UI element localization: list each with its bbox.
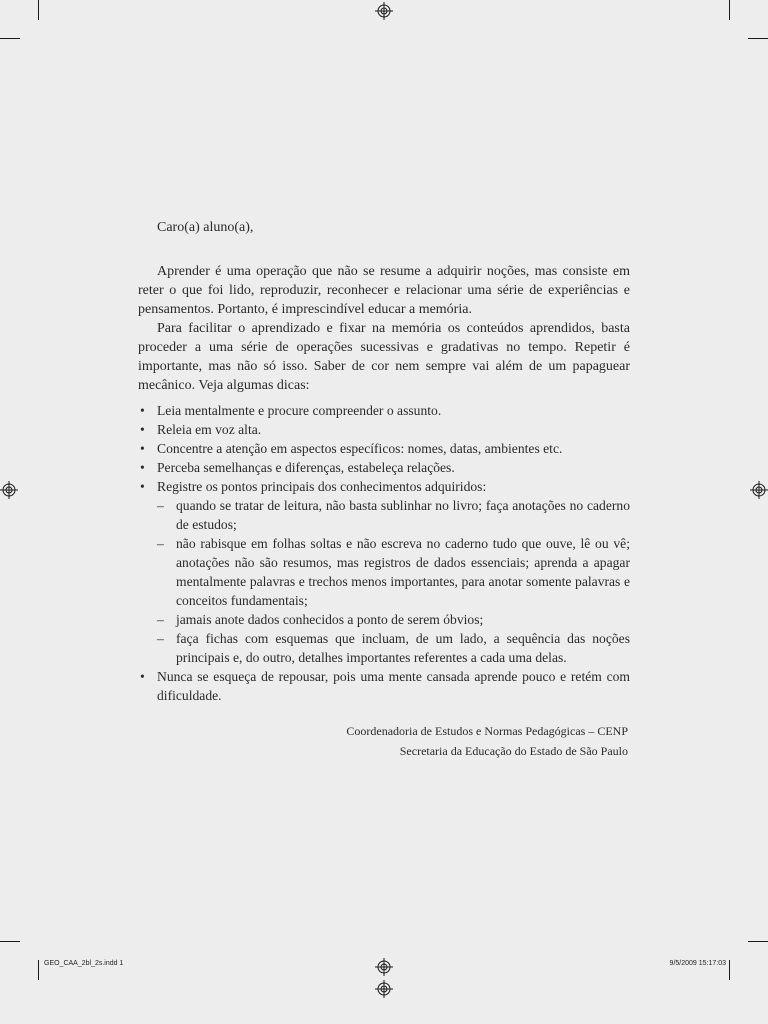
list-item	[138, 439, 630, 458]
subtip-text: faça fichas com esquemas que incluam, de um lado, a sequência das noções principais e, do outro, detalhes importantes referentes a cada uma delas.	[176, 631, 630, 665]
bullet-icon: •	[140, 479, 145, 494]
tip-text: Perceba semelhanças e diferenças, estabeleça relações.	[157, 460, 455, 475]
dash-icon: –	[157, 612, 164, 627]
dash-icon: –	[157, 536, 164, 551]
bullet-icon: •	[140, 403, 145, 418]
registration-mark-icon	[375, 980, 393, 998]
signature-block	[346, 721, 628, 761]
list-item	[138, 458, 630, 477]
crop-mark-bottom-right-vertical	[729, 960, 730, 980]
paragraph-intro: Aprender é uma operação que não se resume a adquirir noções, mas consiste em reter o que foi lido, reproduzir, reconhecer e relacionar uma série de experiências e pensamentos. Portanto, é imprescindível educar a memória.	[138, 264, 630, 317]
letter-body	[138, 218, 630, 705]
signature-line-coordenadoria: Coordenadoria de Estudos e Normas Pedagógicas – CENP	[346, 724, 628, 738]
tip-text: Releia em voz alta.	[157, 422, 262, 437]
tip-text: Concentre a atenção em aspectos específicos: nomes, datas, ambientes etc.	[157, 441, 563, 456]
crop-mark-top-left-vertical	[38, 0, 39, 20]
tip-text: Registre os pontos principais dos conhecimentos adquiridos:	[157, 479, 487, 494]
subtip-text: jamais anote dados conhecidos a ponto de serem óbvios;	[176, 612, 484, 627]
list-item	[138, 667, 630, 705]
dash-icon: –	[157, 498, 164, 513]
list-item	[157, 610, 630, 629]
registration-mark-icon	[750, 481, 768, 499]
list-item	[138, 477, 630, 667]
bullet-icon: •	[140, 422, 145, 437]
subtip-text: não rabisque em folhas soltas e não escreva no caderno tudo que ouve, lê ou vê; anotações não são resumos, mas registros de dados essenciais; aprenda a apagar mentalmente palavras e trechos menos importantes, para anotar somente palavras e conceitos fundamentais;	[176, 536, 630, 608]
tips-list	[138, 401, 630, 705]
list-item	[157, 496, 630, 534]
subtips-list	[157, 496, 630, 667]
registration-mark-icon	[0, 481, 18, 499]
bullet-icon: •	[140, 441, 145, 456]
list-item	[157, 534, 630, 610]
crop-mark-bottom-left-horizontal	[0, 941, 20, 942]
list-item	[138, 420, 630, 439]
registration-mark-icon	[375, 2, 393, 20]
bullet-icon: •	[140, 460, 145, 475]
crop-mark-bottom-right-horizontal	[748, 941, 768, 942]
signature-line-secretaria: Secretaria da Educação do Estado de São Paulo	[399, 744, 628, 758]
bullet-icon: •	[140, 669, 145, 684]
dash-icon: –	[157, 631, 164, 646]
crop-mark-top-right-horizontal	[748, 38, 768, 39]
printer-slug-timestamp: 9/5/2009 15:17:03	[669, 960, 726, 967]
list-item	[138, 401, 630, 420]
list-item	[157, 629, 630, 667]
crop-mark-top-right-vertical	[729, 0, 730, 20]
tip-text: Nunca se esqueça de repousar, pois uma mente cansada aprende pouco e retém com dificuldade.	[157, 669, 630, 703]
subtip-text: quando se tratar de leitura, não basta sublinhar no livro; faça anotações no caderno de estudos;	[176, 498, 630, 532]
registration-mark-icon	[375, 958, 393, 976]
paragraph-method: Para facilitar o aprendizado e fixar na memória os conteúdos aprendidos, basta proceder a uma série de operações sucessivas e gradativas no tempo. Repetir é importante, mas não só isso. Saber de cor nem sempre vai além de um papaguear mecânico. Veja algumas dicas:	[138, 321, 630, 393]
crop-mark-top-left-horizontal	[0, 38, 20, 39]
tip-text: Leia mentalmente e procure compreender o assunto.	[157, 403, 442, 418]
greeting: Caro(a) aluno(a),	[157, 220, 254, 235]
printer-slug-file: GEO_CAA_2bl_2s.indd 1	[44, 960, 124, 967]
crop-mark-bottom-left-vertical	[38, 960, 39, 980]
